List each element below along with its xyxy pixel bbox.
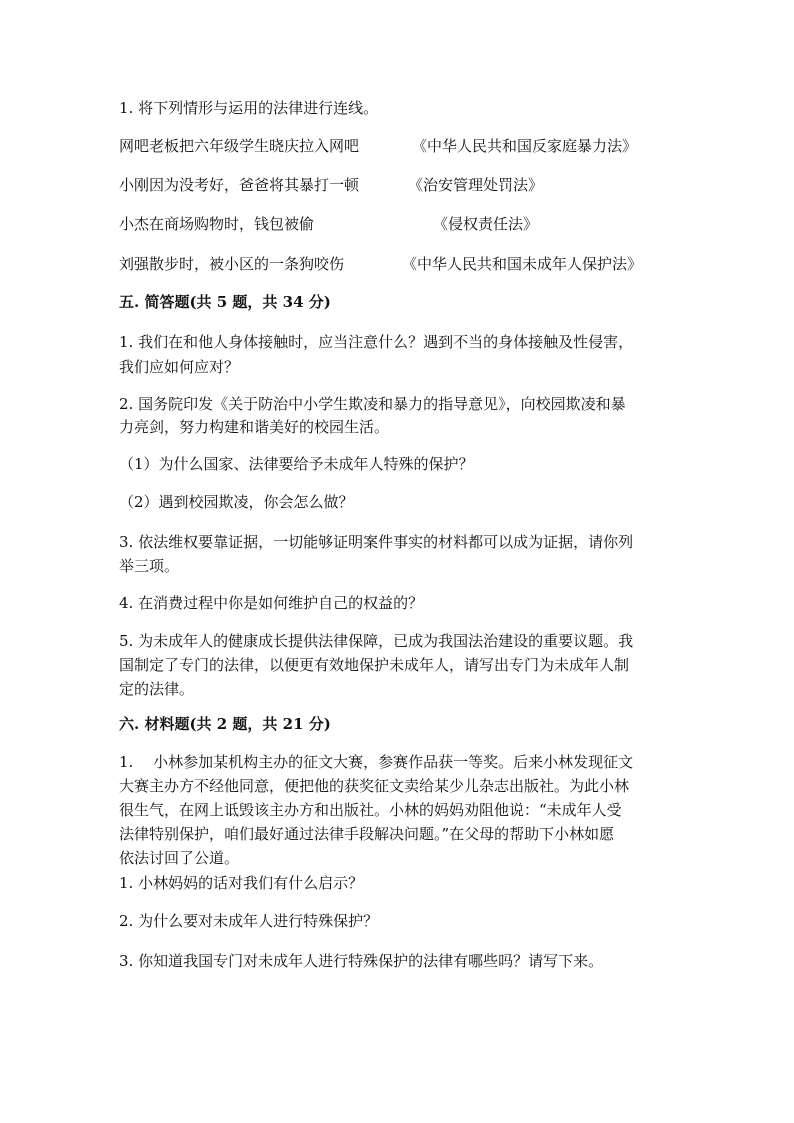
s6-material-line4: 法律特别保护，咱们最好通过法律手段解决问题。”在父母的帮助下小林如愿 xyxy=(119,825,615,843)
s5-q3-line1: 3. 依法维权要靠证据，一切能够证明案件事实的材料都可以成为证据，请你列 xyxy=(119,533,634,551)
matching-situation-2: 小刚因为没考好，爸爸将其暴打一顿 xyxy=(119,176,360,194)
section6-title: 六. 材料题(共 2 题，共 21 分) xyxy=(119,715,331,733)
s5-q2-sub2: （2）遇到校园欺凌，你会怎么做？ xyxy=(119,493,354,511)
s5-q2-sub1: （1）为什么国家、法律要给予未成年人特殊的保护？ xyxy=(119,455,474,473)
matching-situation-1: 网吧老板把六年级学生晓庆拉入网吧 xyxy=(119,137,360,155)
s5-q5-line1: 5. 为未成年人的健康成长提供法律保障，已成为我国法治建设的重要议题。我 xyxy=(119,632,634,650)
s6-q3: 3. 你知道我国专门对未成年人进行特殊保护的法律有哪些吗？请写下来。 xyxy=(119,952,604,970)
matching-situation-4: 刘强散步时，被小区的一条狗咬伤 xyxy=(119,255,345,273)
s5-q1-line1: 1. 我们在和他人身体接触时，应当注意什么？遇到不当的身体接触及性侵害， xyxy=(119,333,634,351)
s5-q1-line2: 我们应如何应对？ xyxy=(119,358,240,376)
s6-material-line1: 1. 小林参加某机构主办的征文大赛，参赛作品获一等奖。后来小林发现征文 xyxy=(119,753,634,771)
matching-law-3: 《侵权责任法》 xyxy=(433,215,539,233)
s5-q5-line3: 定的法律。 xyxy=(119,680,195,698)
section5-title: 五. 简答题(共 5 题，共 34 分) xyxy=(119,293,331,311)
matching-situation-3: 小杰在商场购物时，钱包被偷 xyxy=(119,215,315,233)
matching-instruction: 1. 将下列情形与运用的法律进行连线。 xyxy=(119,99,379,117)
matching-law-4: 《中华人民共和国未成年人保护法》 xyxy=(402,255,643,273)
matching-law-1: 《中华人民共和国反家庭暴力法》 xyxy=(412,137,638,155)
s5-q2-line2: 力亮剑，努力构建和谐美好的校园生活。 xyxy=(119,418,390,436)
s6-q1: 1. 小林妈妈的话对我们有什么启示？ xyxy=(119,874,364,892)
s6-q2: 2. 为什么要对未成年人进行特殊保护？ xyxy=(119,912,379,930)
s6-material-line2: 大赛主办方不经他同意，便把他的获奖征文卖给某少儿杂志出版社。为此小林 xyxy=(119,777,630,795)
s5-q4: 4. 在消费过程中你是如何维护自己的权益的？ xyxy=(119,594,424,612)
s5-q2-line1: 2. 国务院印发《关于防治中小学生欺凌和暴力的指导意见》，向校园欺凌和暴 xyxy=(119,395,626,413)
matching-law-2: 《治安管理处罚法》 xyxy=(408,176,544,194)
s5-q3-line2: 举三项。 xyxy=(119,557,180,575)
s6-material-line3: 很生气，在网上诋毁该主办方和出版社。小林的妈妈劝阻他说：“未成年人受 xyxy=(119,801,622,819)
s5-q5-line2: 国制定了专门的法律，以便更有效地保护未成年人，请写出专门为未成年人制 xyxy=(119,656,630,674)
s6-material-line5: 依法讨回了公道。 xyxy=(119,849,240,867)
